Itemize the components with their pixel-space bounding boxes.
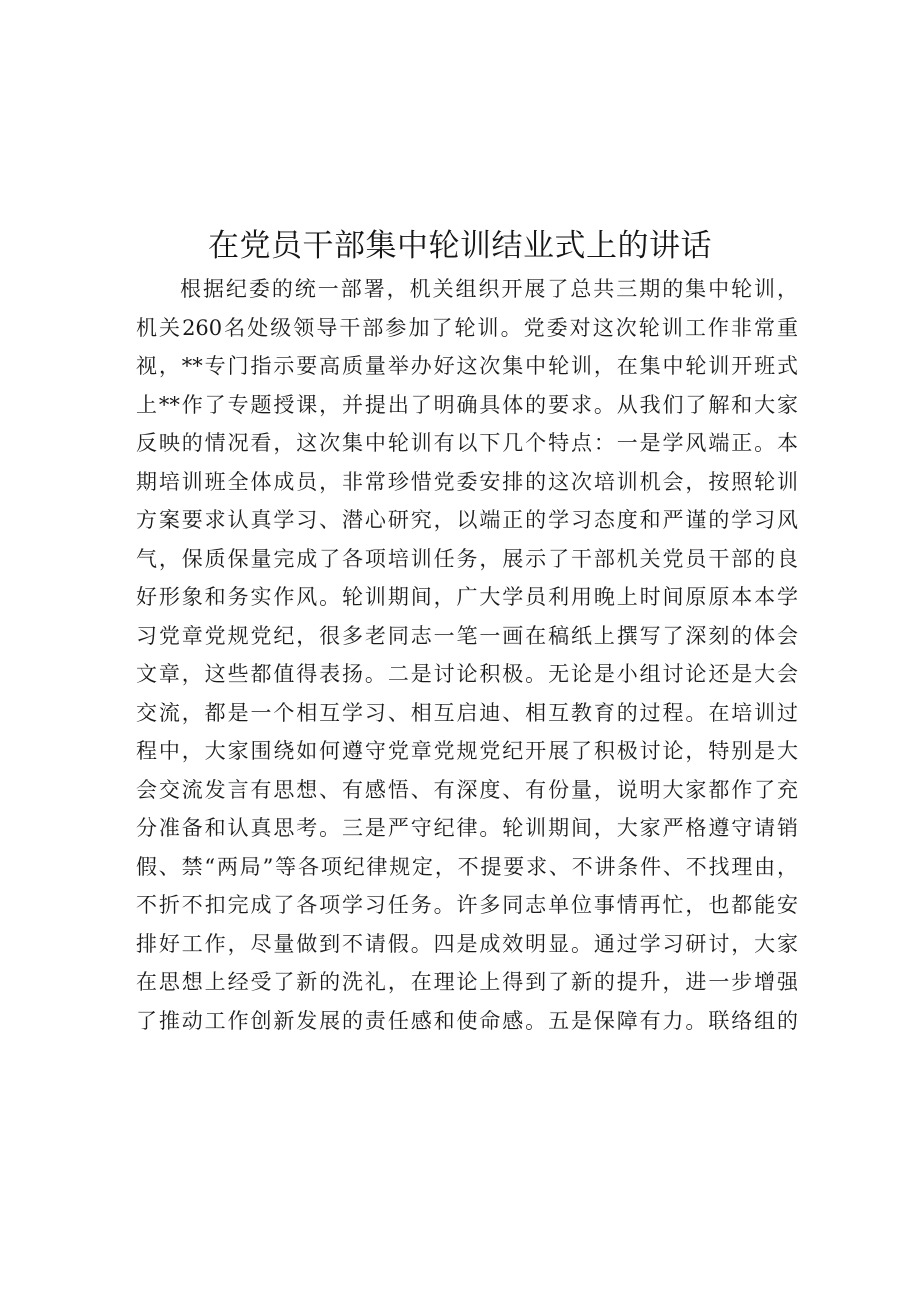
paragraph-line: 视，**专门指示要高质量举办好这次集中轮训，在集中轮训开班式 — [136, 354, 798, 378]
paragraph-line: 排好工作，尽量做到不请假。四是成效明显。通过学习研讨，大家 — [136, 931, 798, 956]
paragraph-line: 交流，都是一个相互学习、相互启迪、相互教育的过程。在培训过 — [136, 700, 798, 725]
paragraph-line: 根据纪委的统一部署，机关组织开展了总共三期的集中轮训， — [180, 277, 798, 301]
paragraph-line: 上**作了专题授课，并提出了明确具体的要求。从我们了解和大家 — [136, 392, 798, 417]
speech-paragraph — [136, 270, 798, 1040]
paragraph-line: 气，保质保量完成了各项培训任务，展示了干部机关党员干部的良 — [136, 546, 798, 571]
paragraph-line: 会交流发言有思想、有感悟、有深度、有份量，说明大家都作了充 — [136, 777, 798, 802]
paragraph-line: 程中，大家围绕如何遵守党章党规党纪开展了积极讨论，特别是大 — [136, 739, 798, 763]
paragraph-line: 习党章党规党纪，很多老同志一笔一画在稿纸上撰写了深刻的体会 — [136, 623, 798, 648]
paragraph-line: 机关260名处级领导干部参加了轮训。党委对这次轮训工作非常重 — [136, 315, 798, 340]
paragraph-line: 在思想上经受了新的洗礼，在理论上得到了新的提升，进一步增强 — [136, 970, 798, 994]
paragraph-line: 好形象和务实作风。轮训期间，广大学员利用晚上时间原原本本学 — [136, 585, 798, 609]
paragraph-line: 分准备和认真思考。三是严守纪律。轮训期间，大家严格遵守请销 — [136, 816, 798, 840]
paragraph-line: 了推动工作创新发展的责任感和使命感。五是保障有力。联络组的 — [136, 1008, 798, 1033]
paragraph-line: 方案要求认真学习、潜心研究，以端正的学习态度和严谨的学习风 — [136, 508, 798, 532]
paragraph-line: 文章，这些都值得表扬。二是讨论积极。无论是小组讨论还是大会 — [136, 662, 798, 686]
document-title: 在党员干部集中轮训结业式上的讲话 — [208, 228, 712, 264]
paragraph-line: 假、禁“两局”等各项纪律规定，不提要求、不讲条件、不找理由， — [136, 854, 798, 879]
paragraph-line: 反映的情况看，这次集中轮训有以下几个特点：一是学风端正。本 — [136, 431, 798, 455]
paragraph-line: 期培训班全体成员，非常珍惜党委安排的这次培训机会，按照轮训 — [136, 469, 798, 494]
paragraph-line: 不折不扣完成了各项学习任务。许多同志单位事情再忙，也都能安 — [136, 893, 798, 917]
